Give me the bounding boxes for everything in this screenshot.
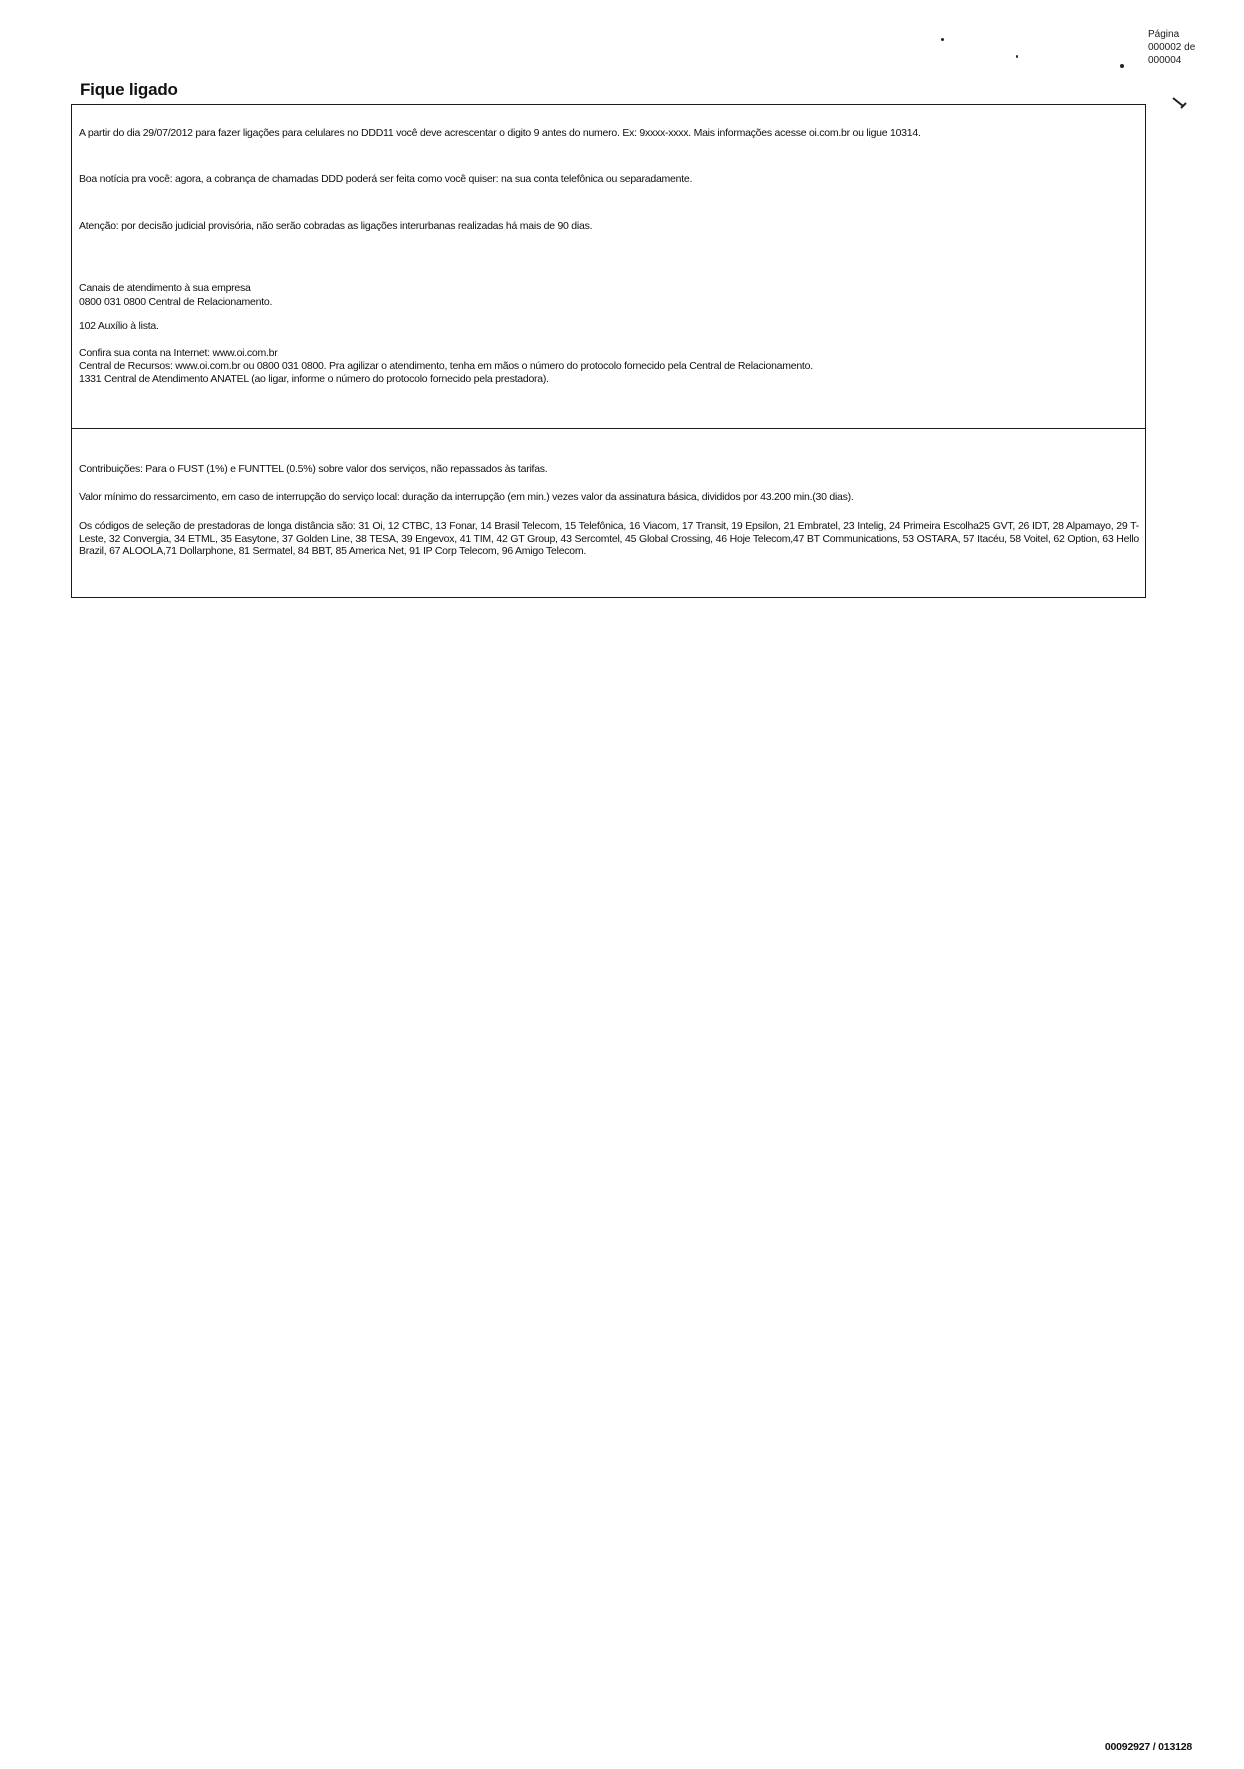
directory-assistance: 102 Auxílio à lista.	[79, 320, 159, 332]
anatel-center: 1331 Central de Atendimento ANATEL (ao ligar, informe o número do protocolo fornecido pela prestadora).	[79, 373, 549, 385]
scan-mark-icon	[1172, 97, 1188, 109]
page-total: 000004	[1148, 55, 1182, 66]
scan-speck	[1120, 64, 1124, 68]
internet-bill: Confira sua conta na Internet: www.oi.com.br	[79, 347, 278, 359]
relationship-center: 0800 031 0800 Central de Relacionamento.	[79, 296, 273, 308]
document-code: 00092927 / 013128	[1104, 1741, 1192, 1753]
ddd11-notice: A partir do dia 29/07/2012 para fazer ligações para celulares no DDD11 você deve acrescentar o digito 9 antes do numero. Ex: 9xxxx-xxxx. Mais informações acesse oi.com.br ou ligue 10314.	[79, 127, 921, 139]
ddd-billing-notice: Boa notícia pra você: agora, a cobrança de chamadas DDD poderá ser feita como você quiser: na sua conta telefônica ou separadamente.	[79, 173, 693, 185]
notices-box	[71, 104, 1146, 429]
scan-speck	[941, 38, 944, 41]
regulatory-box	[71, 428, 1146, 598]
page-current: 000002 de	[1148, 42, 1196, 53]
carrier-codes-text: Os códigos de seleção de prestadoras de longa distância são: 31 Oi, 12 CTBC, 13 Fonar, 14 Brasil Telecom, 15 Telefônica, 16 Viacom, 17 Transit, 19 Epsilon, 21 Embratel, 23 Intelig, 24 Primeira Escolha25 GVT, 26 IDT, 28 Alpamayo, 29 T-Leste, 32 Convergia, 34 ETML, 35 Easytone, 37 Golden Line, 38 TESA, 39 Engevox, 41 TIM, 42 GT Group, 43 Sercomtel, 45 Global Crossing, 46 Hoje Telecom,47 BT Communications, 53 OSTARA, 57 Itacéu, 58 Voitel, 62 Option, 63 Hello Brazil, 67 ALOOLA,71 Dollarphone, 81 Sermatel, 84 BBT, 85 America Net, 91 IP Corp Telecom, 96 Amigo Telecom.	[79, 520, 1139, 557]
contributions-text: Contribuições: Para o FUST (1%) e FUNTTEL (0.5%) sobre valor dos serviços, não repassados às tarifas.	[79, 463, 548, 475]
appeals-center: Central de Recursos: www.oi.com.br ou 0800 031 0800. Pra agilizar o atendimento, tenha em mãos o número do protocolo fornecido pela Central de Relacionamento.	[79, 360, 813, 372]
page-number-block	[1148, 28, 1228, 67]
section-title: Fique ligado	[80, 80, 178, 99]
judicial-notice: Atenção: por decisão judicial provisória, não serão cobradas as ligações interurbanas realizadas há mais de 90 dias.	[79, 220, 593, 232]
reimbursement-text: Valor mínimo do ressarcimento, em caso de interrupção do serviço local: duração da interrupção (em min.) vezes valor da assinatura básica, divididos por 43.200 min.(30 dias).	[79, 491, 854, 503]
service-channels-heading: Canais de atendimento à sua empresa	[79, 282, 251, 294]
scan-speck	[1016, 55, 1018, 58]
page-label: Página	[1148, 29, 1180, 40]
